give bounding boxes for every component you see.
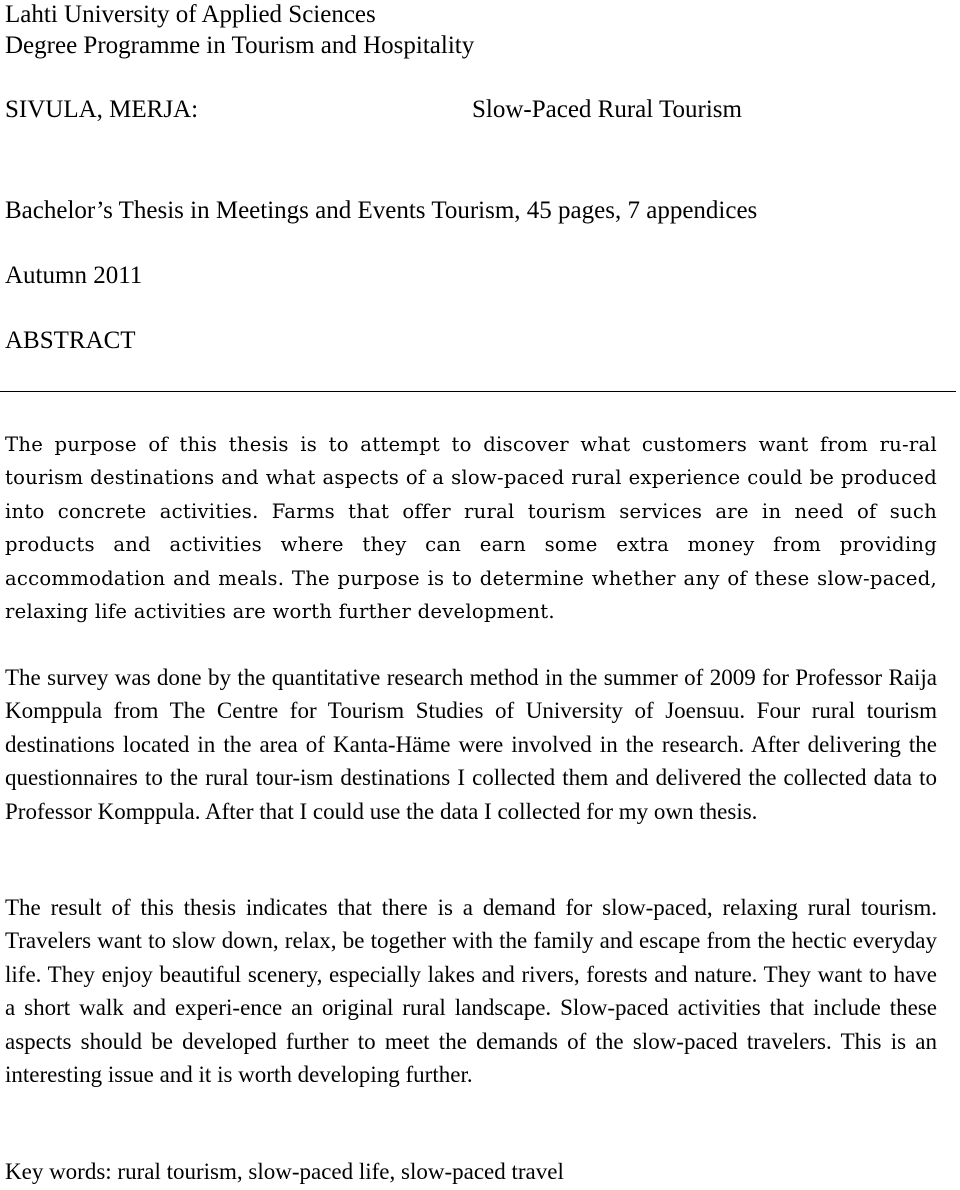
degree-programme: Degree Programme in Tourism and Hospitality	[5, 32, 475, 59]
author-name: SIVULA, MERJA:	[5, 96, 199, 123]
university-name: Lahti University of Applied Sciences	[5, 1, 376, 28]
abstract-paragraph-3: The result of this thesis indicates that there is a demand for slow-paced, relaxing rural tourism. Travelers want to slow down, relax, be together with the family and escape from the hectic everyday life. They enjoy beautiful scenery, especially lakes and rivers, forests and nature. They want to have a short walk and experi-ence an original rural landscape. Slow-paced activities that include these aspects should be developed further to meet the demands of the slow-paced travelers. This is an interesting issue and it is worth developing further.	[5, 895, 937, 1088]
abstract-paragraph-2: The survey was done by the quantitative research method in the summer of 2009 for Professor Raija Komppula from The Centre for Tourism Studies of University of Joensuu. Four rural tourism destinations located in the area of Kanta-Häme were involved in the research. After delivering the questionnaires to the rural tour-ism destinations I collected them and delivered the collected data to Professor Komppula. After that I could use the data I collected for my own thesis.	[5, 665, 937, 824]
divider-rule	[0, 391, 956, 392]
keywords: Key words: rural tourism, slow-paced life, slow-paced travel	[5, 1159, 564, 1184]
thesis-title: Slow-Paced Rural Tourism	[472, 96, 742, 123]
thesis-info: Bachelor’s Thesis in Meetings and Events Tourism, 45 pages, 7 appendices	[5, 197, 758, 224]
abstract-paragraph-1: The purpose of this thesis is to attempt to discover what customers want from ru-ral tourism destinations and what aspects of a slow-paced rural experience could be produced into concrete activities. Farms that offer rural tourism services are in need of such products and activities where they can earn some extra money from providing accommodation and meals. The purpose is to determine whether any of these slow-paced, relaxing life activities are worth further development.	[5, 433, 937, 624]
section-heading: ABSTRACT	[5, 327, 136, 354]
term: Autumn 2011	[5, 262, 143, 289]
